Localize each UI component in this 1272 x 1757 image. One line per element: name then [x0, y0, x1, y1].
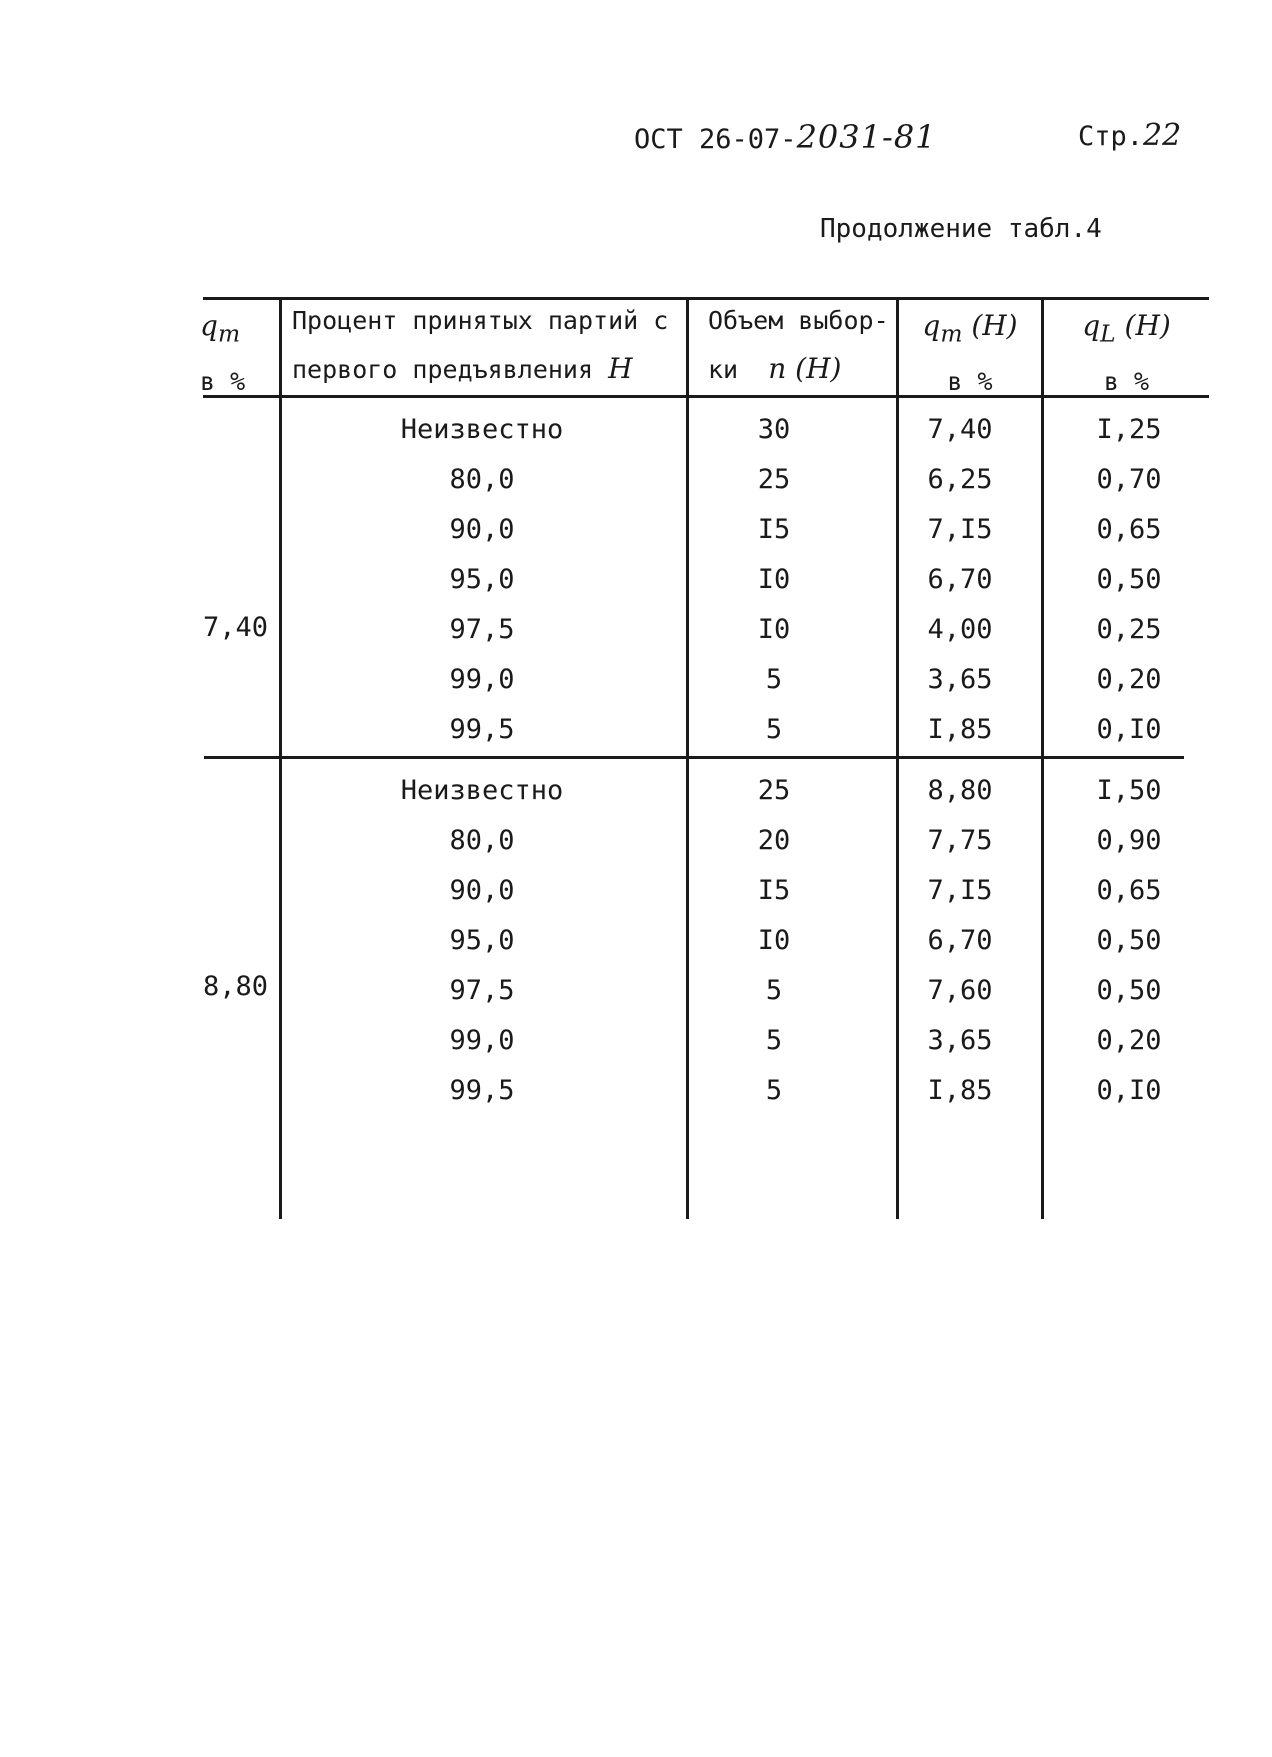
cell-sample-size: I0 [757, 925, 791, 956]
cell-sample-size: 5 [765, 714, 783, 745]
cell-ql-h: 0,50 [1096, 925, 1162, 956]
cell-sample-size: I5 [757, 514, 791, 545]
header-sample-size [708, 297, 894, 394]
cell-qm-h: 3,65 [927, 664, 993, 695]
cell-qm-h: I,85 [927, 1075, 993, 1106]
cell-percent: 80,0 [449, 825, 515, 856]
cell-sample-size: 25 [757, 775, 791, 806]
cell-ql-h: I,50 [1096, 775, 1162, 806]
cell-ql-h: 0,25 [1096, 614, 1162, 645]
header-ql-h-unit: в % [1103, 366, 1150, 396]
cell-sample-size: 5 [765, 1075, 783, 1106]
table-group-divider [204, 756, 1184, 759]
cell-percent: Неизвестно [400, 775, 564, 806]
page-number-value: 22 [1143, 118, 1182, 153]
cell-sample-size: 25 [757, 464, 791, 495]
cell-qm-h: 7,75 [927, 825, 993, 856]
header-qm-h-unit: в % [947, 366, 993, 396]
header-percent-line2: первого предъявления H [292, 352, 633, 385]
cell-sample-size: I5 [757, 875, 791, 906]
cell-percent: 90,0 [449, 514, 515, 545]
cell-sample-size: 5 [765, 664, 783, 695]
header-qm-unit: в % [200, 366, 246, 396]
header-sample-line2: ки n (H) [708, 352, 842, 385]
header-ql-h [1044, 302, 1209, 406]
cell-sample-size: 5 [765, 1025, 783, 1056]
header-percent-line1: Процент принятых партий с [292, 306, 669, 335]
document-code [634, 118, 937, 156]
page-label-prefix: Стр. [1078, 121, 1144, 152]
cell-ql-h: 0,I0 [1096, 1075, 1162, 1106]
cell-ql-h: 0,90 [1096, 825, 1162, 856]
cell-qm-h: 4,00 [927, 614, 993, 645]
document-code-number: 2031-81 [796, 118, 937, 156]
cell-sample-size: I0 [757, 564, 791, 595]
cell-qm-h: 7,I5 [927, 875, 993, 906]
cell-qm-h: 7,I5 [927, 514, 993, 545]
cell-qm-h: 7,60 [927, 975, 993, 1006]
cell-percent: 95,0 [449, 925, 515, 956]
cell-qm-h: 6,70 [927, 925, 993, 956]
cell-sample-size: 20 [757, 825, 791, 856]
page-number [1078, 118, 1181, 153]
header-percent-accepted [292, 297, 684, 394]
cell-ql-h: I,25 [1096, 414, 1162, 445]
cell-percent: 99,0 [449, 664, 515, 695]
cell-ql-h: 0,65 [1096, 514, 1162, 545]
cell-percent: 97,5 [449, 614, 515, 645]
cell-ql-h: 0,50 [1096, 975, 1162, 1006]
cell-sample-size: 5 [765, 975, 783, 1006]
cell-ql-h: 0,50 [1096, 564, 1162, 595]
cell-sample-size: I0 [757, 614, 791, 645]
cell-qm-h: 7,40 [927, 414, 993, 445]
header-sample-line1: Объем выбор- [708, 306, 889, 335]
header-qm-symbol: $q_m$ [200, 309, 241, 348]
cell-percent: 99,5 [449, 1075, 515, 1106]
cell-percent: 97,5 [449, 975, 515, 1006]
cell-ql-h: 0,I0 [1096, 714, 1162, 745]
cell-ql-h: 0,70 [1096, 464, 1162, 495]
header-ql-h-symbol: $q_L$ (H) [1082, 309, 1171, 348]
cell-ql-h: 0,20 [1096, 664, 1162, 695]
header-qm-h [899, 302, 1041, 406]
document-code-prefix: ОСТ 26-07- [634, 124, 797, 155]
cell-percent: 95,0 [449, 564, 515, 595]
cell-qm-h: 3,65 [927, 1025, 993, 1056]
cell-percent: 80,0 [449, 464, 515, 495]
cell-qm-h: 6,25 [927, 464, 993, 495]
cell-percent: 99,5 [449, 714, 515, 745]
cell-qm-h: I,85 [927, 714, 993, 745]
table-continuation-label: Продолжение табл.4 [820, 214, 1102, 244]
group-qm-value: 8,80 [203, 971, 269, 1002]
cell-sample-size: 30 [757, 414, 791, 445]
cell-qm-h: 6,70 [927, 564, 993, 595]
header-qm-h-symbol: $q_m$ (H) [922, 309, 1018, 348]
header-qm [200, 302, 280, 406]
cell-percent: 99,0 [449, 1025, 515, 1056]
table-column-divider [686, 297, 689, 1219]
cell-ql-h: 0,65 [1096, 875, 1162, 906]
cell-percent: 90,0 [449, 875, 515, 906]
cell-qm-h: 8,80 [927, 775, 993, 806]
group-qm-value: 7,40 [203, 612, 269, 643]
cell-ql-h: 0,20 [1096, 1025, 1162, 1056]
cell-percent: Неизвестно [400, 414, 564, 445]
